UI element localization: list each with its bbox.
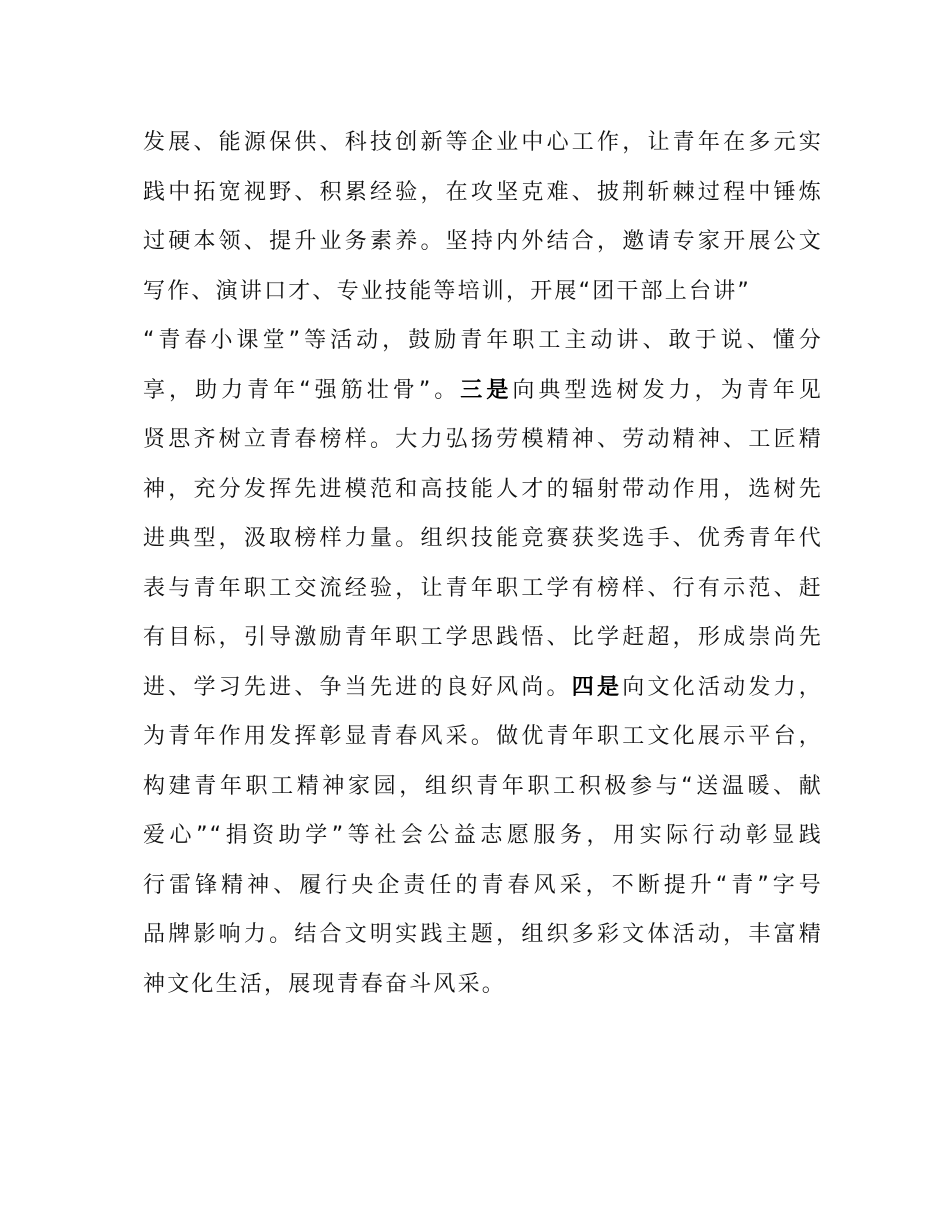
text-segment: 向文化活动发力， [622,674,823,700]
text-line [143,217,823,267]
text-line [143,465,823,515]
text-line [143,811,823,861]
text-line [143,910,823,960]
text-segment: 爱心”“捐资助学”等社会公益志愿服务，用实际行动彰显践 [143,823,823,848]
text-segment: 享，助力青年“强筋壮骨”。 [143,377,461,403]
text-segment: 向典型选树发力，为青年见 [512,377,823,403]
text-line [143,168,823,218]
text-segment: 进、学习先进、争当先进的良好风尚。 [143,674,572,700]
text-line [143,564,823,614]
text-segment: 贤思齐树立青春榜样。大力弘扬劳模精神、劳动精神、工匠精 [143,427,823,452]
text-segment: 进典型，汲取榜样力量。组织技能竞赛获奖选手、优秀青年代 [143,526,823,551]
text-segment: 构建青年职工精神家园，组织青年职工积极参与“送温暖、献 [143,773,823,799]
text-segment: 写作、演讲口才、专业技能等培训，开展“团干部上台讲” [143,278,751,304]
text-segment: 践中拓宽视野、积累经验，在攻坚克难、披荆斩棘过程中锤炼 [143,179,823,205]
text-line [143,316,823,366]
text-line [143,514,823,564]
text-line [143,267,823,317]
text-line [143,366,823,416]
text-line [143,712,823,762]
text-line [143,861,823,911]
text-segment: “青春小课堂”等活动，鼓励青年职工主动讲、敢于说、懂分 [143,328,823,353]
text-segment: 过硬本领、提升业务素养。坚持内外结合，邀请专家开展公文 [143,229,823,254]
text-line [143,613,823,663]
text-segment: 神文化生活，展现青春奋斗风采。 [143,971,507,997]
text-segment: 有目标，引导激励青年职工学思践悟、比学赶超，形成崇尚先 [143,625,823,650]
text-line [143,118,823,168]
body-text [143,118,823,1009]
text-line [143,663,823,713]
bold-lead-phrase: 四是 [571,674,623,700]
text-segment: 为青年作用发挥彰显青春风采。做优青年职工文化展示平台， [143,724,823,749]
text-segment: 表与青年职工交流经验，让青年职工学有榜样、行有示范、赶 [143,575,823,601]
text-segment: 神，充分发挥先进模范和高技能人才的辐射带动作用，选树先 [143,476,823,502]
bold-lead-phrase: 三是 [460,377,513,403]
text-segment: 发展、能源保供、科技创新等企业中心工作，让青年在多元实 [143,130,823,155]
text-segment: 行雷锋精神、履行央企责任的青春风采，不断提升“青”字号 [143,872,823,898]
text-segment: 品牌影响力。结合文明实践主题，组织多彩文体活动，丰富精 [143,922,823,947]
text-line [143,415,823,465]
text-line [143,960,823,1010]
text-line [143,762,823,812]
